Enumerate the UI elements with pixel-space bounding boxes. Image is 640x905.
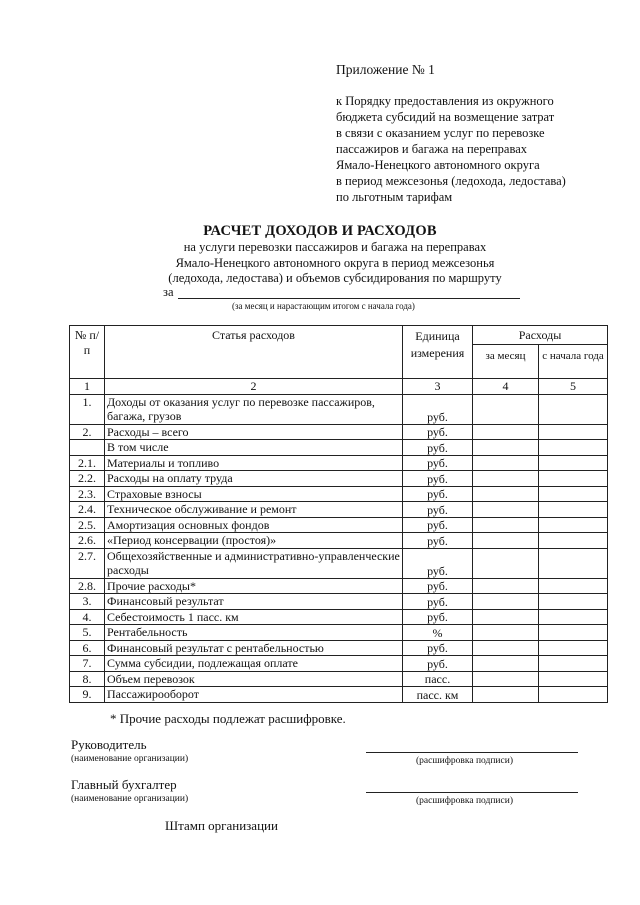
cost-table — [69, 325, 608, 703]
row-item: Финансовый результат с рентабельностью — [105, 640, 403, 656]
row-month-value — [473, 455, 539, 471]
subtitle-line: Ямало-Ненецкого автономного округа в период межсезонья — [175, 255, 495, 270]
table-row — [70, 578, 608, 594]
subtitle-line: (ледохода, ледостава) и объемов субсидирования по маршруту — [168, 271, 502, 285]
row-ytd-value — [539, 486, 608, 502]
row-item: В том числе — [105, 440, 403, 456]
table-body — [70, 394, 608, 702]
row-ytd-value — [539, 394, 608, 424]
table-row — [70, 594, 608, 610]
col-number: 3 — [403, 379, 473, 395]
appendix-line: в связи с оказанием услуг по перевозке — [336, 126, 545, 140]
row-ytd-value — [539, 625, 608, 641]
row-item: Материалы и топливо — [105, 455, 403, 471]
table-row — [70, 486, 608, 502]
row-unit: руб. — [403, 471, 473, 487]
header-ytd: с начала года — [539, 345, 608, 379]
row-number — [70, 440, 105, 456]
document-title: РАСЧЕТ ДОХОДОВ И РАСХОДОВ — [203, 223, 437, 239]
row-unit: руб. — [403, 640, 473, 656]
row-ytd-value — [539, 471, 608, 487]
row-ytd-value — [539, 548, 608, 578]
table-row — [70, 687, 608, 703]
row-number: 8. — [70, 671, 105, 687]
row-ytd-value — [539, 578, 608, 594]
row-month-value — [473, 594, 539, 610]
row-item: Расходы – всего — [105, 424, 403, 440]
row-item: Страховые взносы — [105, 486, 403, 502]
row-ytd-value — [539, 424, 608, 440]
row-item: Прочие расходы* — [105, 578, 403, 594]
row-number: 2.4. — [70, 502, 105, 518]
row-item: Амортизация основных фондов — [105, 517, 403, 533]
row-unit: пасс. — [403, 671, 473, 687]
footnote: * Прочие расходы подлежат расшифровке. — [110, 711, 346, 726]
col-number: 4 — [473, 379, 539, 395]
row-number: 6. — [70, 640, 105, 656]
row-item: Пассажирооборот — [105, 687, 403, 703]
row-ytd-value — [539, 517, 608, 533]
row-number: 1. — [70, 394, 105, 424]
document-subtitle — [0, 240, 640, 287]
row-unit: руб. — [403, 424, 473, 440]
row-month-value — [473, 517, 539, 533]
table-row — [70, 533, 608, 549]
row-unit: руб. — [403, 533, 473, 549]
row-number: 7. — [70, 656, 105, 672]
row-month-value — [473, 533, 539, 549]
row-number: 3. — [70, 594, 105, 610]
row-unit: руб. — [403, 548, 473, 578]
row-ytd-value — [539, 671, 608, 687]
row-ytd-value — [539, 533, 608, 549]
row-ytd-value — [539, 609, 608, 625]
row-month-value — [473, 471, 539, 487]
period-label: за — [163, 285, 174, 299]
table-row — [70, 394, 608, 424]
signature-line-head — [366, 752, 578, 753]
row-number: 2.8. — [70, 578, 105, 594]
row-unit: руб. — [403, 517, 473, 533]
row-unit: % — [403, 625, 473, 641]
row-unit: руб. — [403, 609, 473, 625]
row-unit: руб. — [403, 578, 473, 594]
row-month-value — [473, 394, 539, 424]
signature-line-accountant — [366, 792, 578, 793]
signature-sub-accountant: (наименование организации) — [71, 794, 189, 804]
col-number: 5 — [539, 379, 608, 395]
row-number: 2.7. — [70, 548, 105, 578]
row-item: Объем перевозок — [105, 671, 403, 687]
appendix-label: Приложение № 1 — [336, 62, 435, 77]
row-unit: руб. — [403, 394, 473, 424]
col-number: 2 — [105, 379, 403, 395]
row-item: Доходы от оказания услуг по перевозке пассажиров, багажа, грузов — [105, 394, 403, 424]
row-ytd-value — [539, 656, 608, 672]
header-month: за месяц — [473, 345, 539, 379]
signature-title-accountant: Главный бухгалтер — [71, 777, 177, 792]
row-number: 2.3. — [70, 486, 105, 502]
header-unit: Единица измерения — [403, 326, 473, 379]
row-month-value — [473, 609, 539, 625]
table-row — [70, 656, 608, 672]
row-month-value — [473, 440, 539, 456]
row-unit: руб. — [403, 455, 473, 471]
header-item: Статья расходов — [105, 326, 403, 379]
row-item: Сумма субсидии, подлежащая оплате — [105, 656, 403, 672]
table-row — [70, 609, 608, 625]
row-month-value — [473, 687, 539, 703]
row-number: 2. — [70, 424, 105, 440]
row-month-value — [473, 640, 539, 656]
table-row — [70, 548, 608, 578]
row-number: 5. — [70, 625, 105, 641]
row-ytd-value — [539, 594, 608, 610]
appendix-description — [336, 93, 566, 205]
row-ytd-value — [539, 502, 608, 518]
row-item: Общехозяйственные и административно-управленческие расходы — [105, 548, 403, 578]
table-row — [70, 640, 608, 656]
row-ytd-value — [539, 440, 608, 456]
row-month-value — [473, 671, 539, 687]
stamp-label: Штамп организации — [165, 818, 278, 833]
row-unit: руб. — [403, 486, 473, 502]
table-row — [70, 671, 608, 687]
row-month-value — [473, 578, 539, 594]
row-ytd-value — [539, 687, 608, 703]
row-month-value — [473, 625, 539, 641]
row-unit: руб. — [403, 440, 473, 456]
header-expenses: Расходы — [473, 326, 608, 345]
signature-title-head: Руководитель — [71, 737, 147, 752]
row-number: 4. — [70, 609, 105, 625]
appendix-line: по льготным тарифам — [336, 190, 453, 204]
row-unit: пасс. км — [403, 687, 473, 703]
table-row — [70, 517, 608, 533]
table-row — [70, 625, 608, 641]
row-number: 2.5. — [70, 517, 105, 533]
table-row — [70, 455, 608, 471]
row-month-value — [473, 424, 539, 440]
row-item: Себестоимость 1 пасс. км — [105, 609, 403, 625]
row-unit: руб. — [403, 656, 473, 672]
row-item: «Период консервации (простоя)» — [105, 533, 403, 549]
row-unit: руб. — [403, 502, 473, 518]
row-number: 2.6. — [70, 533, 105, 549]
row-item: Рентабельность — [105, 625, 403, 641]
row-month-value — [473, 548, 539, 578]
appendix-line: к Порядку предоставления из окружного — [336, 94, 554, 108]
appendix-line: пассажиров и багажа на переправах — [336, 142, 528, 156]
table-row — [70, 502, 608, 518]
row-month-value — [473, 486, 539, 502]
signature-hint-head: (расшифровка подписи) — [416, 756, 513, 766]
table-row — [70, 471, 608, 487]
row-month-value — [473, 656, 539, 672]
appendix-line: бюджета субсидий на возмещение затрат — [336, 110, 555, 124]
row-item: Финансовый результат — [105, 594, 403, 610]
header-num-text: № п/п — [74, 328, 100, 357]
header-num — [70, 326, 105, 379]
period-hint: (за месяц и нарастающим итогом с начала года) — [232, 301, 415, 311]
subtitle-line: на услуги перевозки пассажиров и багажа на переправах — [183, 240, 487, 254]
appendix-line: Ямало-Ненецкого автономного округа — [336, 158, 540, 172]
row-month-value — [473, 502, 539, 518]
row-unit: руб. — [403, 594, 473, 610]
row-item: Техническое обслуживание и ремонт — [105, 502, 403, 518]
row-ytd-value — [539, 455, 608, 471]
column-numbers-row — [70, 379, 608, 395]
row-item: Расходы на оплату труда — [105, 471, 403, 487]
row-number: 2.2. — [70, 471, 105, 487]
signature-hint-accountant: (расшифровка подписи) — [416, 796, 513, 806]
row-number: 2.1. — [70, 455, 105, 471]
period-fill-line — [178, 298, 520, 299]
table-header-row — [70, 326, 608, 345]
signature-sub-head: (наименование организации) — [71, 754, 189, 764]
row-number: 9. — [70, 687, 105, 703]
row-ytd-value — [539, 640, 608, 656]
table-row — [70, 440, 608, 456]
table-row — [70, 424, 608, 440]
col-number: 1 — [70, 379, 105, 395]
appendix-line: в период межсезонья (ледохода, ледостава) — [336, 174, 566, 188]
